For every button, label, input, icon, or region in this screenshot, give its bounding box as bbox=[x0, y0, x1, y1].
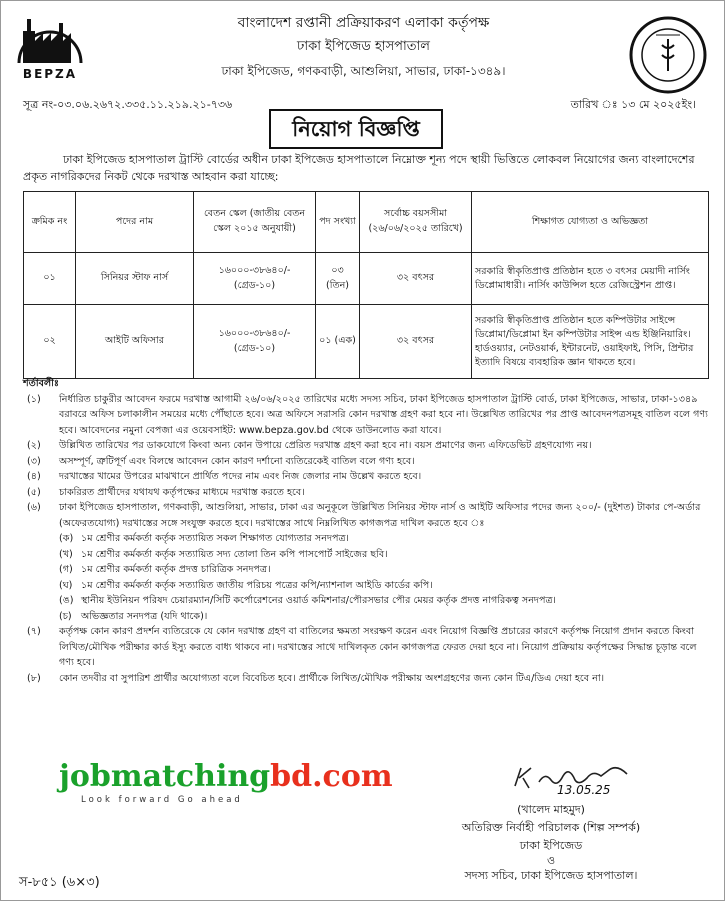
footer-code: স-৮৫১ (৬×৩) bbox=[19, 875, 100, 890]
table-row bbox=[24, 305, 709, 379]
term-item bbox=[23, 485, 709, 501]
subitem-letter: (চ) bbox=[59, 610, 72, 622]
hospital-name: ঢাকা ইপিজেড হাসপাতাল bbox=[297, 39, 430, 54]
term-subitem bbox=[23, 593, 709, 609]
subitem-letter: (গ) bbox=[59, 564, 73, 575]
header-scale: বেতন স্কেল (জাতীয় বেতন স্কেল ২০১৫ অনুযায়ী) bbox=[194, 192, 316, 253]
subitem-text: স্থানীয় ইউনিয়ন পরিষদ চেয়ারম্যান/সিটি কর্পোরেশনের ওয়ার্ড কমিশনার/পৌরসভার পৌর মেয়র কর্তৃক প্রদত্ত নাগরিকত্ব সনদপত্র। bbox=[81, 595, 556, 606]
cell-qualification: সরকারি স্বীকৃতিপ্রাপ্ত প্রতিষ্ঠান হতে ৩ বৎসর মেয়াদী নার্সিং ডিপ্লোমাধারী। নার্সিং কাউন্সিল হতে রেজিস্ট্রেশন প্রাপ্ত। bbox=[472, 253, 709, 305]
subitem-text: ১ম শ্রেণীর কর্মকর্তা কর্তৃক সত্যায়িত জাতীয় পরিচয় পত্রের কপি/ন্যাশনাল আইডি কার্ডের কপি। bbox=[81, 579, 433, 591]
subitem-text: ১ম শ্রেণীর কর্মকর্তা কর্তৃক সত্যায়িত সকল শিক্ষাগত যোগ্যতার সনদপত্র। bbox=[81, 533, 349, 544]
term-number: (৫) bbox=[27, 486, 41, 498]
cell-age: ৩২ বৎসর bbox=[360, 253, 472, 305]
terms-heading: শর্তাবলীঃ bbox=[23, 378, 60, 389]
watermark-logo[interactable] bbox=[59, 759, 393, 794]
term-number: (৬) bbox=[27, 502, 41, 513]
org-name: বাংলাদেশ রপ্তানী প্রক্রিয়াকরণ এলাকা কর্তৃপক্ষ bbox=[237, 15, 490, 31]
subitem-letter: (খ) bbox=[59, 548, 73, 560]
term-subitem bbox=[23, 562, 709, 578]
header-age: সর্বোচ্চ বয়সসীমা (২৬/০৬/২০২৫ তারিখে) bbox=[360, 192, 472, 253]
intro-paragraph: ঢাকা ইপিজেড হাসপাতাল ট্রাস্টি বোর্ডের অধীন ঢাকা ইপিজেড হাসপাতালে নিম্নোক্ত শূন্য পদে স্থায়ী ভিত্তিতে লোকবল নিয়োগের জন্য বাংলাদেশের প্রকৃত নাগরিকদের নিকট থেকে দরখাস্ত আহবান করা যাচ্ছে: bbox=[23, 153, 695, 183]
seal-icon bbox=[628, 15, 708, 95]
subitem-letter: (ক) bbox=[59, 533, 74, 544]
term-text: অসম্পূর্ণ, ত্রুটিপূর্ণ এবং বিলম্বে আবেদন কোন কারণ দর্শানো ব্যতিরেকেই বাতিল বলে গণ্য হবে। bbox=[59, 455, 415, 467]
subitem-letter: (ঘ) bbox=[59, 579, 73, 591]
term-subitem bbox=[23, 531, 709, 547]
term-item bbox=[23, 624, 709, 671]
term-item bbox=[23, 469, 709, 485]
watermark-part2: bd.com bbox=[270, 759, 393, 794]
term-subitem bbox=[23, 578, 709, 594]
cell-post: আইটি অফিসার bbox=[76, 305, 194, 379]
signatory-office: ঢাকা ইপিজেড bbox=[519, 839, 583, 852]
term-text: উল্লিখিত তারিখের পর ডাকযোগে কিংবা অন্য কোন উপায়ে প্রেরিত দরখাস্ত গ্রহণ করা হবে না। বয়স প্রমাণের জন্য এফিডেভিট গ্রহণযোগ্য নয়। bbox=[59, 440, 592, 451]
address: ঢাকা ইপিজেড, গণকবাড়ী, আশুলিয়া, সাভার, ঢাকা-১৩৪৯। bbox=[221, 64, 506, 78]
factory-icon bbox=[15, 11, 85, 69]
terms-section bbox=[23, 376, 709, 686]
cell-scale: ১৬০০০-৩৮৬৪০/- (গ্রেড-১০) bbox=[194, 253, 316, 305]
header-post: পদের নাম bbox=[76, 192, 194, 253]
signatory-title: অতিরিক্ত নির্বাহী পরিচালক (শিল্প সম্পর্ক) bbox=[461, 821, 641, 834]
notice-title: নিয়োগ বিজ্ঞপ্তি bbox=[269, 109, 443, 149]
term-subitem bbox=[23, 547, 709, 563]
table-header-row bbox=[24, 192, 709, 253]
vacancy-table bbox=[23, 191, 709, 379]
signatory-and: ও bbox=[546, 854, 556, 867]
term-text: চাকরিরত প্রার্থীদের যথাযথ কর্তৃপক্ষের মাধ্যমে দরখাস্ত করতে হবে। bbox=[59, 486, 305, 498]
hospital-seal bbox=[628, 15, 708, 95]
term-item bbox=[23, 454, 709, 470]
term-text: নির্ধারিত চাকুরীর আবেদন ফরমে দরখাস্ত আগামী ২৬/০৬/২০২৫ তারিখের মধ্যে সদস্য সচিব, ঢাকা ইপিজেড হাসপাতাল ট্রাস্টি বোর্ড, ঢাকা ইপিজেড, সাভার, ঢাকা-১৩৪৯ বরাবরে অফিস চলাকালীন সময়ের মধ্যে পৌঁছাতে হবে। অত্র অফিসে সরাসরি কোন দরখাস্ত গ্রহণ করা হবে না। উল্লেখিত তারিখের পর প্রাপ্ত আবেদনপত্রসমূহ বাতিল বলে গণ্য হবে। আবেদনের নমুনা বেপজা এর ওয়েবসাইট: www.bepza.gov.bd থেকে ডাউনলোড করা যাবে। bbox=[59, 393, 708, 436]
term-item bbox=[23, 671, 709, 687]
signatory-name: (খালেদ মাহমুদ) bbox=[517, 803, 585, 816]
cell-age: ৩২ বৎসর bbox=[360, 305, 472, 379]
table-row bbox=[24, 253, 709, 305]
logo-text: BEPZA bbox=[22, 67, 78, 81]
term-item bbox=[23, 438, 709, 454]
subitem-text: অভিজ্ঞতার সনদপত্র (যদি থাকে)। bbox=[81, 610, 208, 622]
cell-sl: ০২ bbox=[24, 305, 76, 379]
watermark-tagline: Look forward Go ahead bbox=[81, 795, 243, 805]
bepza-logo bbox=[15, 11, 85, 81]
cell-scale: ১৬০০০-৩৮৬৪০/- (গ্রেড-১০) bbox=[194, 305, 316, 379]
term-number: (৭) bbox=[27, 626, 41, 637]
subitem-text: ১ম শ্রেণীর কর্মকর্তা কর্তৃক প্রদত্ত চারিত্রিক সনদপত্র। bbox=[81, 564, 271, 575]
term-number: (২) bbox=[27, 440, 41, 451]
term-number: (৩) bbox=[27, 455, 41, 467]
notice-date: তারিখ ঃ ১৩ মে ২০২৫ইং। bbox=[570, 98, 696, 111]
header-sl: ক্রমিক নং bbox=[24, 192, 76, 253]
header-count: পদ সংখ্যা bbox=[316, 192, 360, 253]
reference-number: সূত্র নং-০৩.০৬.২৬৭২.৩৩৫.১১.২১৯.২১-৭৩৬ bbox=[23, 98, 233, 111]
watermark-part1: jobmatching bbox=[59, 759, 271, 794]
subitem-text: ১ম শ্রেণীর কর্মকর্তা কর্তৃক সত্যায়িত সদ্য তোলা তিন কপি পাসপোর্ট সাইজের ছবি। bbox=[81, 548, 388, 560]
term-text: ঢাকা ইপিজেড হাসপাতাল, গণকবাড়ী, আশুলিয়া, সাভার, ঢাকা এর অনুকূলে উল্লিখিত সিনিয়র স্টাফ নার্স ও আইটি অফিসার পদের জন্য ২০০/- (দুইশত) টাকার পে-অর্ডার (অফেরতযোগ্য) দরখাস্তের সঙ্গে সংযুক্ত করতে হবে। দরখাস্তের সাথে নিম্নলিখিত কাগজপত্র দাখিল করতে হবে ঃ bbox=[59, 502, 701, 529]
cell-count: ০৩ (তিন) bbox=[316, 253, 360, 305]
term-item bbox=[23, 392, 709, 439]
signature-date: 13.05.25 bbox=[557, 783, 611, 797]
term-number: (৪) bbox=[27, 471, 41, 482]
term-number: (১) bbox=[27, 393, 41, 405]
header-qualification: শিক্ষাগত যোগ্যতা ও অভিজ্ঞতা bbox=[472, 192, 709, 253]
cell-count: ০১ (এক) bbox=[316, 305, 360, 379]
term-text: দরখাস্তের খামের উপরের মাঝখানে প্রার্থিত পদের নাম এবং নিজ জেলার নাম উল্লেখ করতে হবে। bbox=[59, 471, 422, 482]
term-text: কোন তদবীর বা সুপারিশ প্রার্থীর অযোগ্যতা বলে বিবেচিত হবে। প্রার্থীকে লিখিত/মৌখিক পরীক্ষায় অংশগ্রহণের জন্য কোন টিএ/ডিএ দেয়া হবে না। bbox=[59, 672, 605, 684]
cell-post: সিনিয়র স্টাফ নার্স bbox=[76, 253, 194, 305]
term-item bbox=[23, 500, 709, 531]
term-text: কর্তৃপক্ষ কোন কারণ প্রদর্শন ব্যতিরেকে যে কোন দরখাস্ত গ্রহণ বা বাতিলের ক্ষমতা সংরক্ষণ করেন এবং নিয়োগ বিজ্ঞপ্তি প্রচারের কারণে কর্তৃপক্ষ নিয়োগ প্রদান করতে কিংবা লিখিত/মৌখিক পরীক্ষার কার্ড ইস্যু করতে বাধ্য থাকবে না। দরখাস্তের সাথে দাখিলকৃত কোন কাগজপত্র ফেরত দেয়া হবে না। নিয়োগ প্রক্রিয়ায় কর্তৃপক্ষের সিদ্ধান্ত চূড়ান্ত বলে গণ্য হবে। bbox=[59, 626, 697, 668]
term-number: (৮) bbox=[27, 672, 41, 684]
term-subitem bbox=[23, 609, 709, 625]
cell-sl: ০১ bbox=[24, 253, 76, 305]
cell-qualification: সরকারি স্বীকৃতিপ্রাপ্ত প্রতিষ্ঠান হতে কম্পিউটার সাইন্সে ডিপ্লোমা/ডিপ্লোমা ইন কম্পিউটার সাইন্স এন্ড ইঞ্জিনিয়ারিং। হার্ডওয়্যার, নেটওয়ার্ক, ইন্টারনেট, ওয়াইফাই, পিসি, প্রিন্টার ইত্যাদি বিষয়ে ব্যবহারিক জ্ঞান থাকতে হবে। bbox=[472, 305, 709, 379]
signatory-title-2: সদস্য সচিব, ঢাকা ইপিজেড হাসপাতাল। bbox=[464, 869, 638, 882]
subitem-letter: (ঙ) bbox=[59, 595, 74, 606]
